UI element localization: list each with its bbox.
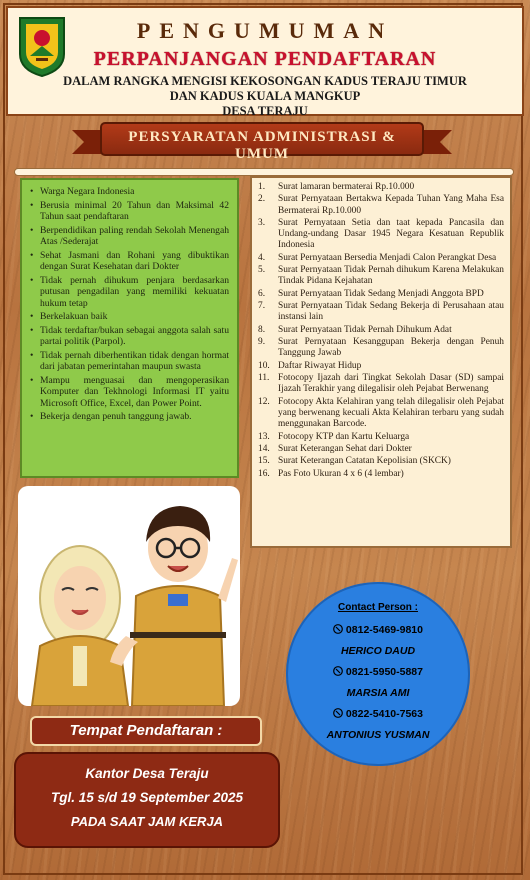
item-text: Surat lamaran bermaterai Rp.10.000	[278, 182, 415, 192]
panel-topbar	[14, 168, 514, 176]
item-number: 3.	[258, 217, 266, 228]
list-item	[258, 444, 504, 455]
list-item: • Sehat Jasmani dan Rohani yang dibuktikan dengan Surat Kesehatan dari Dokter	[40, 250, 229, 273]
list-item: • Tidak pernah dihukum penjara berdasarkan putusan pengadilan yang memiliki kekuatan hukum tetap	[40, 275, 229, 310]
item-number: 12.	[258, 396, 270, 407]
list-item	[258, 289, 504, 300]
item-text: Surat Pernyataan Tidak Sedang Bekerja di Perusahaan atau instansi lain	[278, 301, 504, 323]
list-item	[258, 265, 504, 287]
item-text: Surat Pernyataan Tidak Sedang Menjadi Anggota BPD	[278, 288, 484, 299]
item-text: Fotocopy Ijazah dari Tingkat Sekolah Dasar (SD) sampai Ijazah Terakhir yang dilegalisir oleh Pejabat Berwenang	[278, 373, 504, 395]
list-item	[258, 432, 504, 443]
list-item	[258, 469, 504, 480]
list-item	[258, 218, 504, 252]
item-number: 7.	[258, 301, 266, 312]
banner-label: PERSYARATAN ADMINISTRASI & UMUM	[128, 129, 396, 162]
list-item: • Warga Negara Indonesia	[40, 186, 229, 198]
list-item	[258, 456, 504, 467]
item-number: 16.	[258, 468, 270, 479]
list-item	[258, 253, 504, 264]
general-requirements-panel	[20, 178, 239, 478]
list-item	[258, 182, 504, 193]
item-text: Daftar Riwayat Hidup	[278, 360, 362, 371]
list-item	[258, 337, 504, 359]
list-item: • Tidak pernah diberhentikan tidak dengan hormat dari jabatan pemerintahan maupun swasta	[40, 350, 229, 373]
documents-list	[258, 182, 504, 480]
list-item	[258, 194, 504, 216]
item-number: 1.	[258, 182, 266, 192]
registration-place: Kantor Desa Teraju	[85, 766, 209, 781]
registration-dates: Tgl. 15 s/d 19 September 2025	[50, 790, 244, 805]
general-requirements-list	[28, 186, 229, 423]
item-text: Fotocopy Akta Kelahiran yang telah dilegalisir oleh Pejabat yang berwenang kecuali Akta Kelahiran terbaru yang sudah menggunakan Barcode.	[278, 396, 504, 430]
item-text: Surat Pernyataan Tidak Pernah Dihukum Adat	[278, 324, 452, 335]
registration-label: Tempat Pendaftaran :	[69, 722, 223, 739]
item-number: 15.	[258, 456, 270, 467]
announcement-subtitle: PERPANJANGAN PENDAFTARAN	[93, 48, 437, 70]
phone-number: 0821-5950-5887	[345, 666, 423, 678]
contact-phone-2[interactable]	[286, 666, 470, 678]
contact-name-1: HERICO DAUD	[340, 645, 416, 657]
item-text: Surat Keterangan Sehat dari Dokter	[278, 443, 412, 454]
item-number: 11.	[258, 373, 270, 384]
item-text: Surat Pernyataan Bertakwa Kepada Tuhan Yang Maha Esa Bermaterai Rp.10.000	[278, 194, 504, 216]
item-number: 6.	[258, 288, 266, 299]
item-text: Surat Keterangan Catatan Kepolisian (SKCK)	[278, 456, 451, 467]
item-text: Surat Pernyataan Kesanggupan Bekerja dengan Penuh Tanggung Jawab	[278, 337, 504, 359]
civil-servants-drawing	[18, 486, 240, 706]
list-item: • Berpendidikan paling rendah Sekolah Menengah Atas /Sederajat	[40, 225, 229, 248]
list-item: • Bekerja dengan penuh tanggung jawab.	[40, 411, 229, 423]
list-item	[258, 325, 504, 336]
list-item	[258, 361, 504, 372]
list-item: • Berusia minimal 20 Tahun dan Maksimal 42 Tahun saat pendaftaran	[40, 200, 229, 223]
registration-label-pill	[30, 716, 262, 746]
item-number: 9.	[258, 337, 266, 348]
item-number: 13.	[258, 431, 270, 442]
item-text: Pas Foto Ukuran 4 x 6 (4 lembar)	[278, 468, 404, 479]
contact-name-2: MARSIA AMI	[346, 687, 410, 699]
item-text: Surat Pernyataan Setia dan taat kepada Pancasila dan Undang-undang Dasar 1945 Negara Kesatuan Republik Indonesia	[278, 217, 504, 251]
civil-servants-illustration	[18, 486, 240, 706]
contact-phone-1[interactable]	[286, 624, 470, 636]
header-panel	[6, 6, 524, 116]
item-number: 10.	[258, 360, 270, 371]
list-item: • Mampu menguasai dan mengoperasikan Komputer dan Tekhnologi Informasi IT yaitu Microsoft Office, Excel, dan Power Point.	[40, 375, 229, 410]
ribbon-body	[100, 122, 424, 162]
header-line-3: DESA TERAJU	[222, 104, 308, 118]
list-item	[258, 373, 504, 395]
item-number: 4.	[258, 252, 266, 263]
item-number: 14.	[258, 443, 270, 454]
contact-name-3: ANTONIUS YUSMAN	[326, 729, 430, 741]
whatsapp-icon	[333, 708, 343, 718]
item-number: 2.	[258, 194, 266, 205]
item-text: Surat Pernyataan Tidak Pernah dihukum Karena Melakukan Tindak Pidana Kejahatan	[278, 265, 504, 287]
list-item	[258, 301, 504, 323]
announcement-title: PENGUMUMAN	[136, 18, 394, 43]
item-number: 5.	[258, 265, 266, 276]
header-line-2: DAN KADUS KUALA MANGKUP	[169, 89, 361, 103]
contact-title: Contact Person :	[337, 602, 418, 613]
phone-number: 0822-5410-7563	[345, 708, 423, 720]
header-line-1: DALAM RANGKA MENGISI KEKOSONGAN KADUS TERAJU TIMUR	[63, 74, 467, 88]
item-text: Fotocopy KTP dan Kartu Keluarga	[278, 431, 410, 442]
documents-panel	[250, 176, 512, 548]
registration-time: PADA SAAT JAM KERJA	[70, 814, 224, 829]
registration-details-box	[14, 752, 280, 848]
requirements-banner	[72, 120, 452, 160]
phone-number: 0812-5469-9810	[345, 624, 423, 636]
contact-phone-3[interactable]	[286, 708, 470, 720]
whatsapp-icon	[333, 624, 343, 634]
item-number: 8.	[258, 324, 266, 335]
list-item	[258, 397, 504, 431]
item-text: Surat Pernyataan Bersedia Menjadi Calon Perangkat Desa	[278, 252, 497, 263]
list-item: • Berkelakuan baik	[40, 311, 229, 323]
whatsapp-icon	[333, 666, 343, 676]
contact-circle	[286, 582, 470, 766]
list-item: • Tidak terdaftar/bukan sebagai anggota salah satu partai politik (Parpol).	[40, 325, 229, 348]
